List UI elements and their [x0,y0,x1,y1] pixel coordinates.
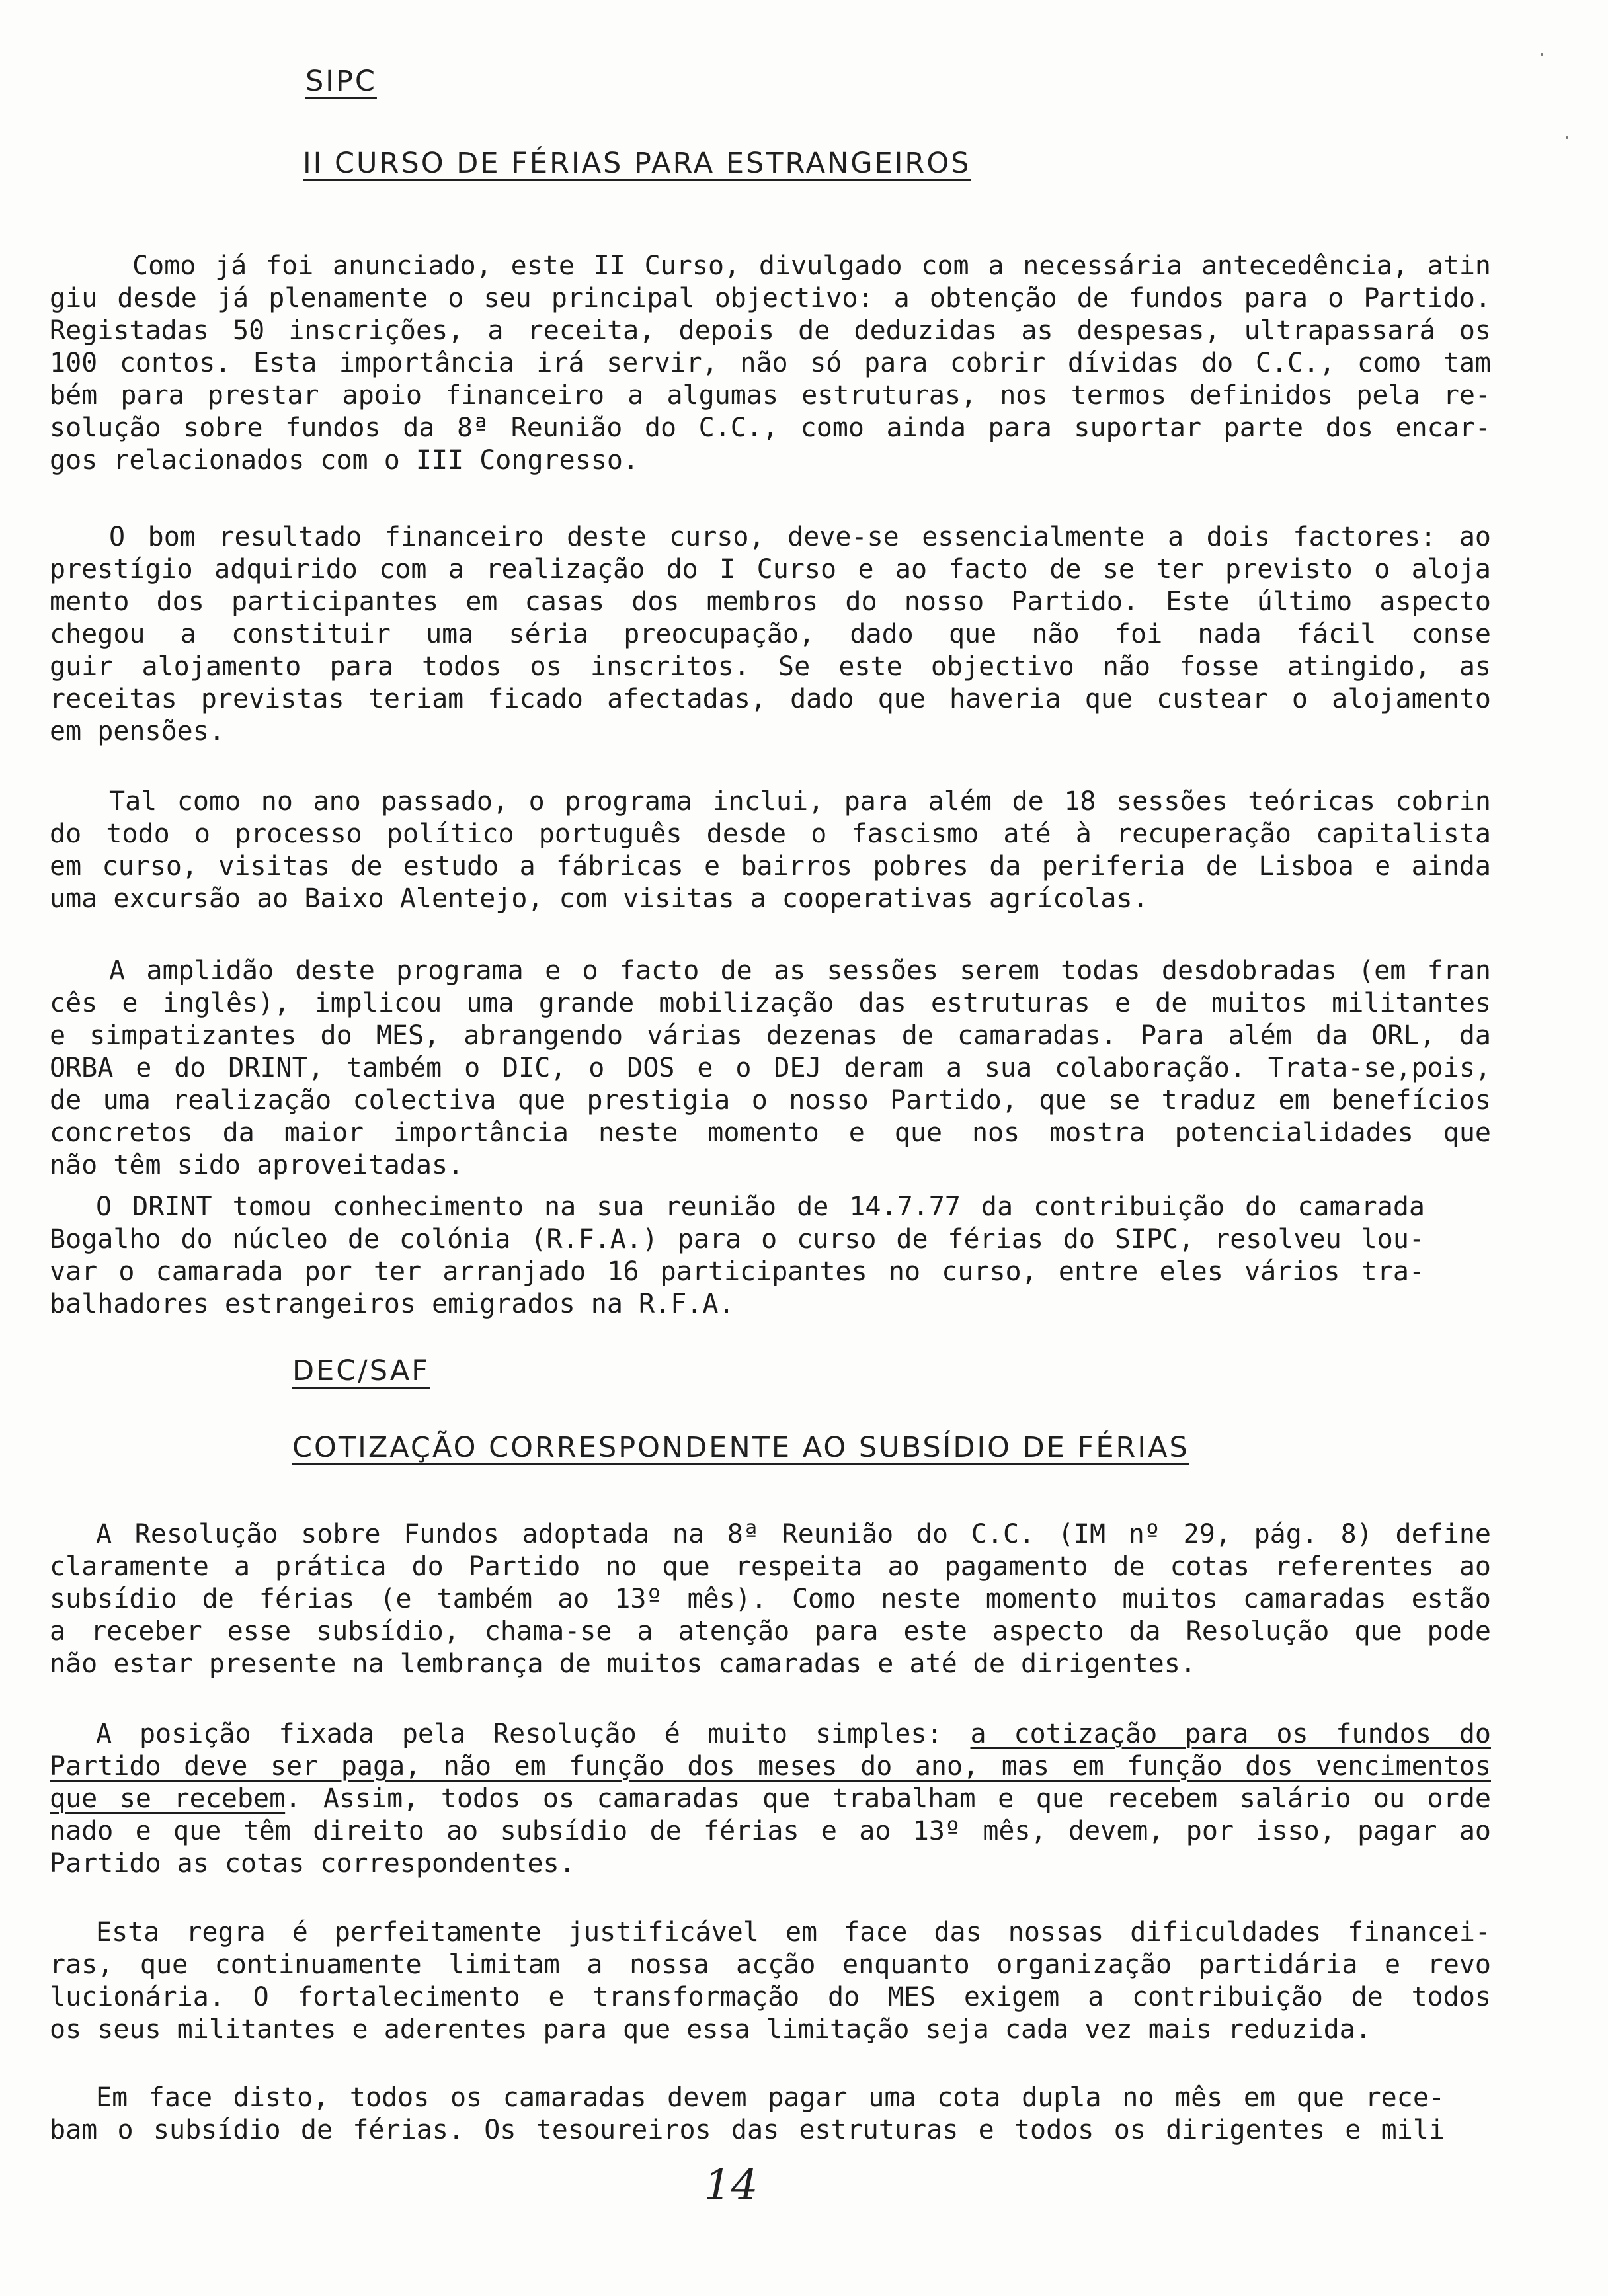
text-line [50,1718,1491,1750]
text-line: 100 contos. Esta importância irá servir, não só para cobrir dívidas do C.C., como tam [50,348,1491,378]
text-line: uma excursão ao Baixo Alentejo, com visitas a cooperativas agrícolas. [50,883,1148,914]
text-line: ras, que continuamente limitam a nossa acção enquanto organização partidária e revo [50,1949,1491,1980]
paragraph-amplidao [50,955,1491,1182]
text-line: em pensões. [50,716,225,747]
text-line: O DRINT tomou conhecimento na sua reunião de 14.7.77 da contribuição do camarada [96,1192,1425,1222]
paragraph-regra-justificavel [50,1916,1491,2046]
paragraph-resolucao-fundos [50,1518,1491,1680]
section-title-cotizacao: COTIZAÇÃO CORRESPONDENTE AO SUBSÍDIO DE FÉRIAS [292,1431,1189,1464]
text-line: Esta regra é perfeitamente justificável em face das nossas dificuldades financei- [96,1917,1491,1948]
text-line [50,1750,1491,1783]
text-line: os seus militantes e aderentes para que essa limitação seja cada vez mais reduzida. [50,2014,1371,2045]
text-plain: . Assim, todos os camaradas que trabalham e que recebem salário ou orde [285,1784,1491,1814]
paragraph-posicao-fixada [50,1718,1491,1880]
text-line: Partido as cotas correspondentes. [50,1848,575,1879]
text-plain: A posição fixada pela Resolução é muito simples: [96,1719,971,1749]
text-line: balhadores estrangeiros emigrados na R.F.A. [50,1289,735,1319]
text-line: bam o subsídio de férias. Os tesoureiros das estruturas e todos os dirigentes e mili [50,2115,1445,2145]
text-line: lucionária. O fortalecimento e transformação do MES exigem a contribuição de todos [50,1982,1491,2012]
paragraph-drint [50,1191,1425,1321]
text-line: a receber esse subsídio, chama-se a atenção para este aspecto da Resolução que pode [50,1616,1491,1647]
scan-speck [1541,53,1543,56]
text-line: gos relacionados com o III Congresso. [50,445,639,475]
text-line: de uma realização colectiva que prestigia o nosso Partido, que se traduz em benefícios [50,1085,1491,1116]
text-line: A Resolução sobre Fundos adoptada na 8ª Reunião do C.C. (IM nº 29, pág. 8) define [96,1519,1491,1549]
paragraph-cota-dupla [50,2082,1445,2147]
text-line: subsídio de férias (e também ao 13º mês). Como neste momento muitos camaradas estão [50,1584,1491,1614]
text-line: Em face disto, todos os camaradas devem pagar uma cota dupla no mês em que rece- [96,2082,1445,2113]
text-line: chegou a constituir uma séria preocupação, dado que não foi nada fácil conse [50,619,1491,649]
text-line: ORBA e do DRINT, também o DIC, o DOS e o DEJ deram a sua colaboração. Trata-se,pois, [50,1053,1491,1083]
text-line: giu desde já plenamente o seu principal objectivo: a obtenção de fundos para o Partido. [50,283,1491,313]
text-line: A amplidão deste programa e o facto de as sessões serem todas desdobradas (em fran [109,956,1491,986]
text-line: nado e que têm direito ao subsídio de férias e ao 13º mês, devem, por isso, pagar ao [50,1816,1491,1846]
text-underlined: a cotização para os fundos do [970,1719,1491,1749]
text-line: concretos da maior importância neste momento e que nos mostra potencialidades que [50,1118,1491,1148]
text-line: mento dos participantes em casas dos membros do nosso Partido. Este último aspecto [50,587,1491,617]
text-line: Tal como no ano passado, o programa inclui, para além de 18 sessões teóricas cobrin [109,786,1491,817]
paragraph-bom-resultado [50,521,1491,748]
text-line: claramente a prática do Partido no que respeita ao pagamento de cotas referentes ao [50,1551,1491,1582]
text-line: var o camarada por ter arranjado 16 participantes no curso, entre eles vários tra- [50,1256,1425,1287]
section-heading-sipc: SIPC [305,65,377,98]
text-line: guir alojamento para todos os inscritos. Se este objectivo não fosse atingido, as [50,651,1491,682]
text-line: solução sobre fundos da 8ª Reunião do C.C., como ainda para suportar parte dos encar- [50,413,1491,443]
text-line: receitas previstas teriam ficado afectadas, dado que haveria que custear o alojamento [50,684,1491,714]
text-underlined: Partido deve ser paga, não em função dos meses do ano, mas em função dos vencimentos [50,1751,1491,1782]
section-heading-dec-saf: DEC/SAF [292,1354,430,1387]
section-title-curso-ferias: II CURSO DE FÉRIAS PARA ESTRANGEIROS [303,147,971,180]
text-line: O bom resultado financeiro deste curso, deve-se essencialmente a dois factores: ao [109,522,1491,552]
text-line: do todo o processo político português desde o fascismo até à recuperação capitalista [50,819,1491,849]
page-number: 14 [704,2161,758,2210]
text-line: Bogalho do núcleo de colónia (R.F.A.) para o curso de férias do SIPC, resolveu lou- [50,1224,1425,1254]
text-line [50,1783,1491,1815]
text-underlined: que se recebem [50,1784,286,1814]
text-line: e simpatizantes do MES, abrangendo várias dezenas de camaradas. Para além da ORL, da [50,1020,1491,1051]
paragraph-programa [50,786,1491,915]
text-line: Registadas 50 inscrições, a receita, depois de deduzidas as despesas, ultrapassará os [50,315,1491,346]
text-line: não estar presente na lembrança de muitos camaradas e até de dirigentes. [50,1649,1196,1679]
text-line: Como já foi anunciado, este II Curso, divulgado com a necessária antecedência, atin [132,251,1491,281]
text-line: cês e inglês), implicou uma grande mobilização das estruturas e de muitos militantes [50,988,1491,1018]
scan-speck [1566,136,1568,139]
text-line: não têm sido aproveitadas. [50,1150,464,1180]
text-line: prestígio adquirido com a realização do I Curso e ao facto de se ter previsto o aloja [50,554,1491,585]
text-line: em curso, visitas de estudo a fábricas e bairros pobres da periferia de Lisboa e ainda [50,851,1491,882]
text-line: bém para prestar apoio financeiro a algumas estruturas, nos termos definidos pela re- [50,380,1491,411]
paragraph-curso-anunciado [50,250,1491,477]
